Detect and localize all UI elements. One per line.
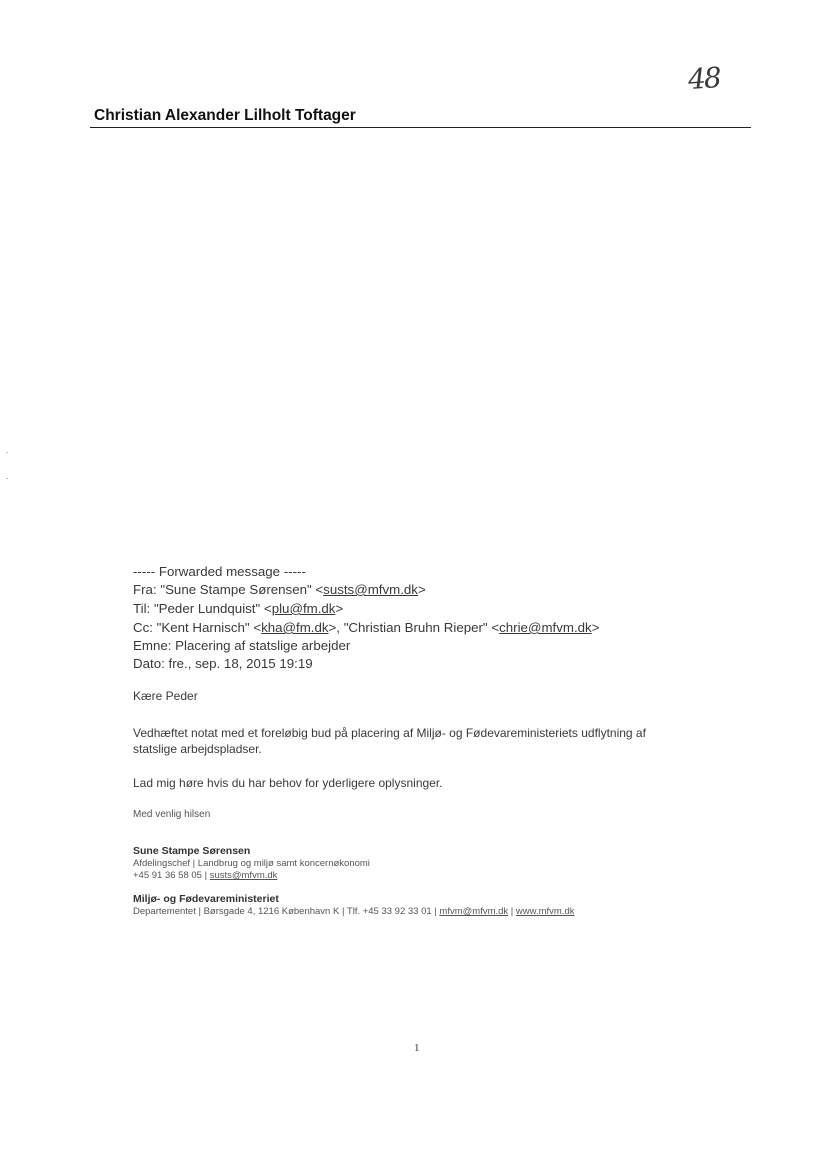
from-name: "Sune Stampe Sørensen" <box>160 582 312 597</box>
date-text: fre., sep. 18, 2015 19:19 <box>168 656 313 671</box>
scan-mark <box>6 452 8 453</box>
subject-text: Placering af statslige arbejder <box>175 638 351 653</box>
signature-contact: +45 91 36 58 05 | susts@mfvm.dk <box>133 870 278 881</box>
cc1-email-link[interactable]: kha@fm.dk <box>261 620 329 635</box>
signature-org: Miljø- og Fødevareministeriet <box>133 893 279 905</box>
date-label: Dato: <box>133 656 165 671</box>
from-label: Fra: <box>133 582 157 597</box>
body-paragraph-1-line-2: statslige arbejdspladser. <box>133 742 262 756</box>
to-email-link[interactable]: plu@fm.dk <box>271 601 336 616</box>
body-paragraph-2: Lad mig høre hvis du har behov for yderligere oplysninger. <box>133 776 443 790</box>
signature-address: Departementet | Børsgade 4, 1216 København K | Tlf. +45 33 92 33 01 | <box>133 906 437 917</box>
page-number: 1 <box>414 1042 420 1054</box>
cc2-name: "Christian Bruhn Rieper" <box>343 620 488 635</box>
cc-line: Cc: "Kent Harnisch" <kha@fm.dk>, "Christian Bruhn Rieper" <chrie@mfvm.dk> <box>133 620 600 635</box>
subject-label: Emne: <box>133 638 172 653</box>
to-label: Til: <box>133 601 151 616</box>
signature-name: Sune Stampe Sørensen <box>133 845 251 857</box>
closing: Med venlig hilsen <box>133 809 211 820</box>
signature-email-link[interactable]: susts@mfvm.dk <box>209 870 278 881</box>
website-link[interactable]: www.mfvm.dk <box>515 906 575 917</box>
signature-address-line: Departementet | Børsgade 4, 1216 København K | Tlf. +45 33 92 33 01 | mfvm@mfvm.dk | www.mfvm.dk <box>133 906 575 917</box>
signature-title: Afdelingschef | Landbrug og miljø samt koncernøkonomi <box>133 858 370 869</box>
cc2-email-link[interactable]: chrie@mfvm.dk <box>499 620 592 635</box>
scan-mark <box>6 478 8 479</box>
subject-line <box>133 637 350 655</box>
from-email-link[interactable]: susts@mfvm.dk <box>323 582 418 597</box>
to-name: "Peder Lundquist" <box>153 601 261 616</box>
cc-label: Cc: <box>133 620 153 635</box>
greeting: Kære Peder <box>133 689 198 703</box>
forwarded-marker: ----- Forwarded message ----- <box>133 564 306 579</box>
handwritten-page-mark: 48 <box>686 60 721 97</box>
body-paragraph-1-line-1: Vedhæftet notat med et foreløbig bud på placering af Miljø- og Fødevareministeriets udflytning af <box>133 726 646 740</box>
header-divider <box>90 127 751 128</box>
cc1-name: "Kent Harnisch" <box>156 620 250 635</box>
date-line <box>133 655 313 673</box>
org-email-link[interactable]: mfvm@mfvm.dk <box>439 906 509 917</box>
document-header-name: Christian Alexander Lilholt Toftager <box>94 107 356 124</box>
signature-phone: +45 91 36 58 05 <box>133 870 202 881</box>
from-line: Fra: "Sune Stampe Sørensen" <susts@mfvm.dk> <box>133 582 426 597</box>
to-line: Til: "Peder Lundquist" <plu@fm.dk> <box>133 601 344 616</box>
